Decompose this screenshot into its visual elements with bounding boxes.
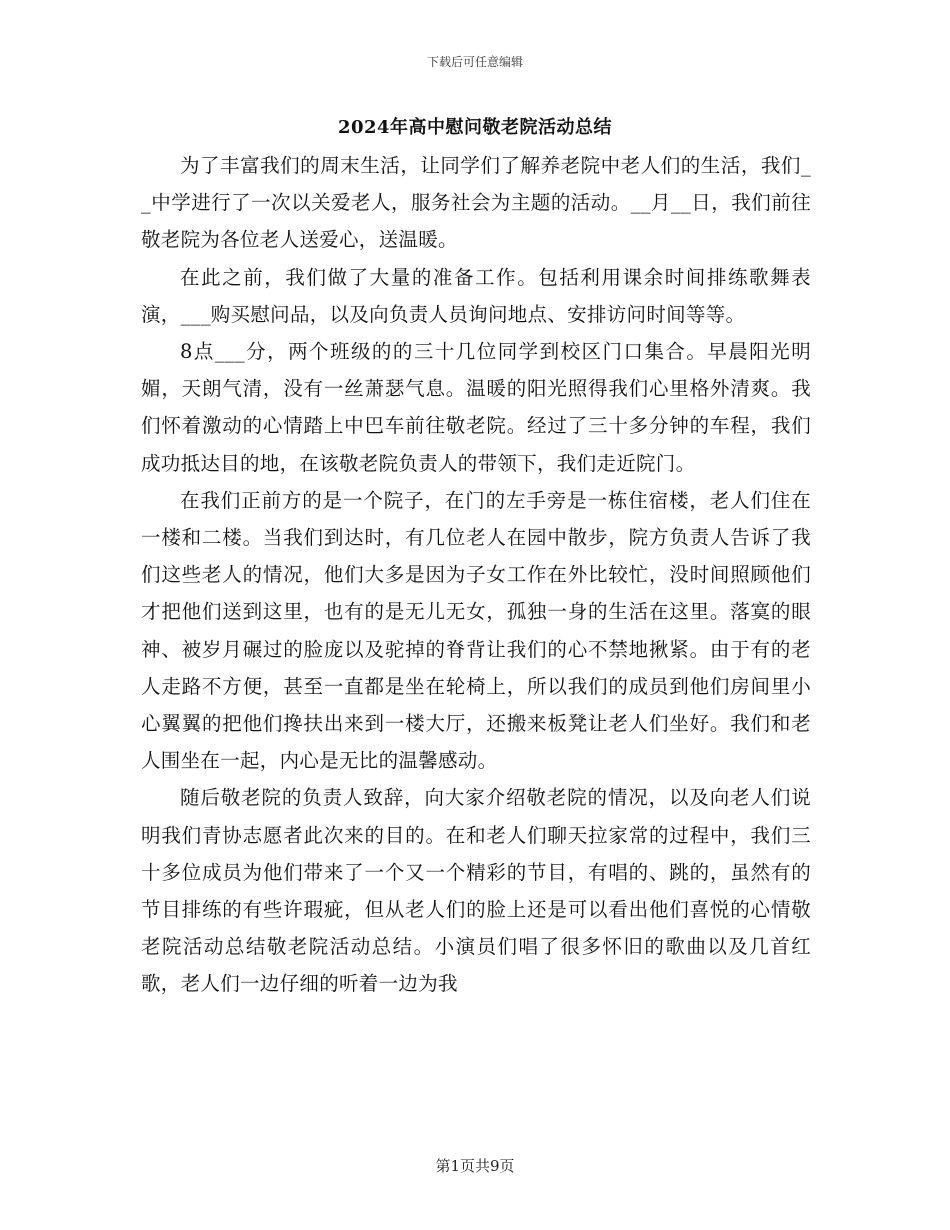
paragraph-2: 在此之前，我们做了大量的准备工作。包括利用课余时间排练歌舞表演，___购买慰问品，以及向负责人员询问地点、安排访问时间等等。 <box>141 265 811 326</box>
header-note: 下载后可任意编辑 <box>426 55 523 69</box>
paragraph-4: 在我们正前方的是一个院子，在门的左手旁是一栋住宿楼，老人们住在一楼和二楼。当我们到达时，有几位老人在园中散步，院方负责人告诉了我们这些老人的情况，他们大多是因为子女工作在外比较忙，没时间照顾他们才把他们送到这里，也有的是无儿无女，孤独一身的生活在这里。落寞的眼神、被岁月碾过的脸庞以及驼掉的脊背让我们的心不禁地揪紧。由于有的老人走路不方便，甚至一直都是坐在轮椅上，所以我们的成员到他们房间里小心翼翼的把他们搀扶出来到一楼大厅，还搬来板凳让老人们坐好。我们和老人围坐在一起，内心是无比的温馨感动。 <box>141 488 811 773</box>
paragraph-3: 8点___分，两个班级的的三十几位同学到校区门口集合。早晨阳光明媚，天朗气清，没有一丝萧瑟气息。温暖的阳光照得我们心里格外清爽。我们怀着激动的心情踏上中巴车前往敬老院。经过了三十多分钟的车程，我们成功抵达目的地，在该敬老院负责人的带领下，我们走近院门。 <box>141 340 811 475</box>
paragraph-1: 为了丰富我们的周末生活，让同学们了解养老院中老人们的生活，我们__中学进行了一次以关爱老人，服务社会为主题的活动。__月__日，我们前往敬老院为各位老人送爱心，送温暖。 <box>141 154 811 252</box>
page-number: 第1页共9页 <box>435 1157 515 1175</box>
paragraph-5: 随后敬老院的负责人致辞，向大家介绍敬老院的情况，以及向老人们说明我们青协志愿者此次来的目的。在和老人们聊天拉家常的过程中，我们三十多位成员为他们带来了一个又一个精彩的节目，有唱的、跳的，虽然有的节目排练的有些许瑕疵，但从老人们的脸上还是可以看出他们喜悦的心情敬老院活动总结敬老院活动总结。小演员们唱了很多怀旧的歌曲以及几首红歌，老人们一边仔细的听着一边为我 <box>141 786 811 996</box>
document-title: 2024年高中慰问敬老院活动总结 <box>337 117 613 138</box>
document-body <box>141 147 811 1003</box>
